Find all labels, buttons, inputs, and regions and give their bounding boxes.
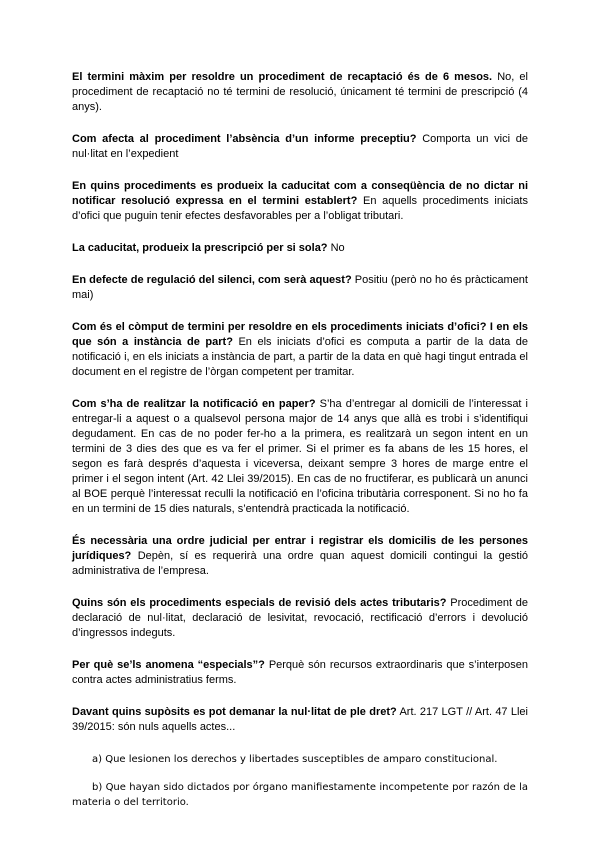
- qa-item-7: [72, 397, 528, 517]
- question: És necessària una ordre judicial per entrar i registrar els domicilis de les persones jurídiques?: [72, 535, 528, 562]
- qa-item-11: [72, 705, 528, 735]
- question: Com s’ha de realitzar la notificació en paper?: [72, 398, 316, 410]
- answer: Positiu (però no ho és pràcticament mai): [72, 274, 528, 301]
- qa-item-1: [72, 70, 528, 115]
- question: Quins són els procediments especials de revisió dels actes tributaris?: [72, 597, 447, 609]
- list-item: a) Que lesionen los derechos y libertades susceptibles de amparo constitucional.: [92, 754, 498, 765]
- answer: Perquè són recursos extraordinaris que s’interposen contra actes administratius ferms.: [72, 659, 528, 686]
- question: La caducitat, produeix la prescripció per si sola?: [72, 242, 328, 254]
- qa-item-4: [72, 241, 528, 256]
- qa-item-6: [72, 320, 528, 380]
- qa-item-8: [72, 534, 528, 579]
- question: En quins procediments es produeix la caducitat com a conseqüència de no dictar ni notificar resolució expressa en el termini establert?: [72, 180, 528, 207]
- answer: En els iniciats d’ofici es computa a partir de la data de notificació i, en els iniciats a instància de part, a partir de la data en què hagi tingut entrada el document en el registre de l’òrgan competent per tramitar.: [72, 336, 529, 378]
- answer: Art. 217 LGT // Art. 47 Llei 39/2015: són nuls aquells actes...: [72, 706, 528, 733]
- answer: En aquells procediments iniciats d’ofici que puguin tenir efectes desfavorables per a l’obligat tributari.: [72, 195, 528, 222]
- qa-item-9: [72, 596, 528, 641]
- list-item: b) Que hayan sido dictados por órgano manifiestamente incompetente por razón de la materia o del territorio.: [72, 782, 528, 808]
- answer: No: [330, 242, 345, 254]
- question: Com és el còmput de termini per resoldre en els procediments iniciats d’ofici? I en els que són a instància de part?: [72, 321, 528, 348]
- qa-item-10: [72, 658, 528, 688]
- qa-item-5: [72, 273, 528, 303]
- question: Com afecta al procediment l’absència d’un informe preceptiu?: [72, 133, 417, 145]
- question: Per què se’ls anomena “especials”?: [72, 659, 265, 671]
- qa-item-3: [72, 179, 528, 224]
- answer: Procediment de declaració de nul·litat, declaració de lesivitat, revocació, rectificació d’errors i devolució d’ingressos indeguts.: [72, 597, 529, 639]
- answer: No, el procediment de recaptació no té termini de resolució, únicament té termini de prescripció (4 anys).: [72, 71, 528, 113]
- answer: Depèn, sí es requerirà una ordre quan aquest domicili contingui la gestió administrativa de l’empresa.: [72, 550, 529, 577]
- qa-item-2: [72, 132, 528, 162]
- answer: Comporta un vici de nul·litat en l’expedient: [72, 133, 529, 160]
- question: En defecte de regulació del silenci, com serà aquest?: [72, 274, 352, 286]
- question: Davant quins supòsits es pot demanar la nul·litat de ple dret?: [72, 706, 397, 718]
- question: El termini màxim per resoldre un procediment de recaptació és de 6 mesos.: [72, 71, 493, 83]
- nullity-cases-list: [72, 752, 528, 810]
- answer: S’ha d’entregar al domicili de l’interessat i entregar-li a aquest o a qualsevol persona major de 14 anys que allà es trobi i s’identifiqui degudament. En cas de no poder fer-ho a la primera, es realitzarà un segon intent en un termini de 3 dies des que es va fer el primer. Si el primer es fa abans de les 15 hores, el segon es farà després d’aquesta i viceversa, deixant sempre 3 hores de marge entre el primer i el segon intent (Art. 42 Llei 39/2015). En cas de no fructiferar, es publicarà un anunci al BOE perquè l’interessat reculli la notificació en l’oficina tributària corresponent. Si no ho fa en un termini de 15 dies naturals, s’entendrà practicada la notificació.: [72, 398, 528, 515]
